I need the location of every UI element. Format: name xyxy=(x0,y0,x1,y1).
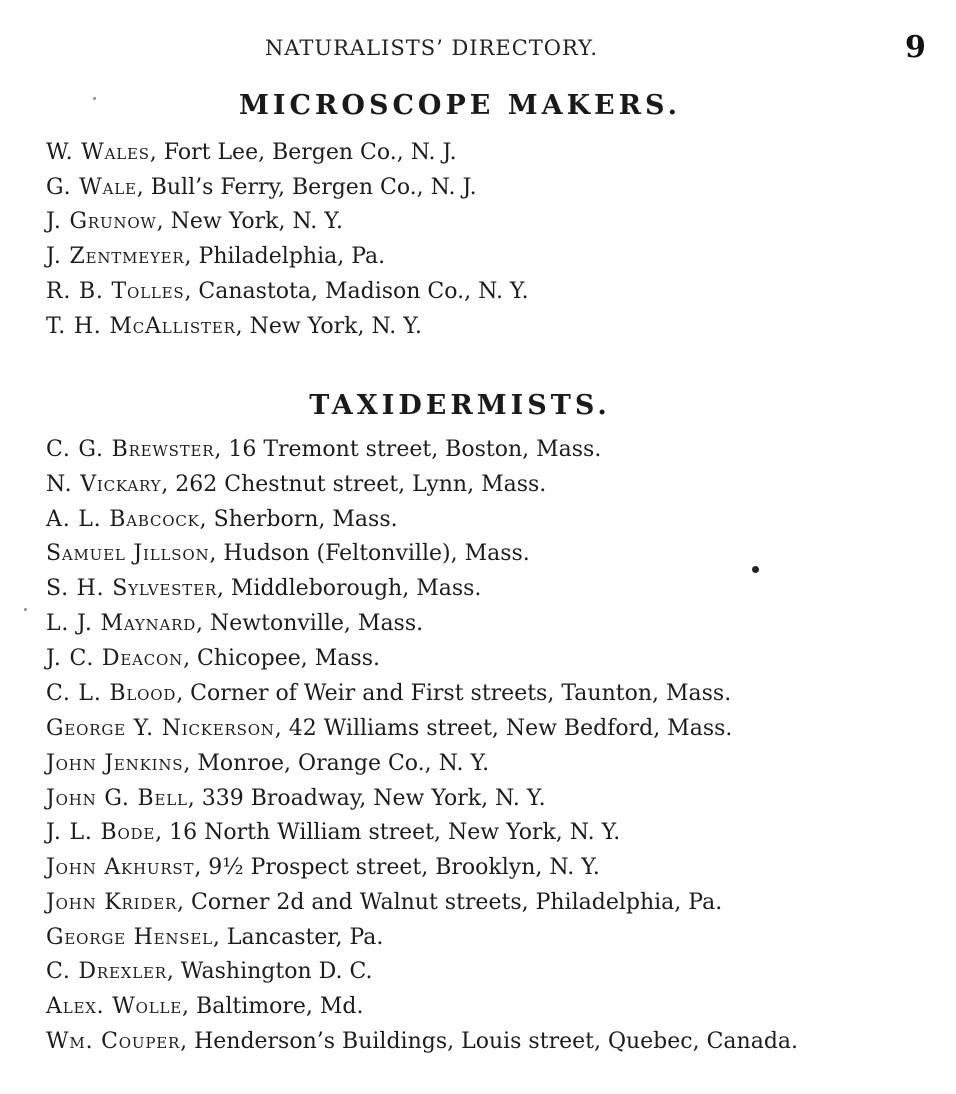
directory-entry xyxy=(46,539,926,569)
entry-address: , Bull’s Ferry, Bergen Co., N. J. xyxy=(136,175,477,200)
entry-name: John Jenkins xyxy=(46,751,184,776)
entry-address: , Lancaster, Pa. xyxy=(212,925,384,950)
directory-entry xyxy=(46,888,926,918)
entry-name: J. Grunow xyxy=(46,209,157,234)
entry-name: J. Zentmeyer xyxy=(46,244,185,269)
entry-address: , New York, N. Y. xyxy=(235,314,422,339)
section-heading-taxidermists: TAXIDERMISTS. xyxy=(309,390,611,421)
directory-entry xyxy=(46,784,926,814)
entry-address: , 16 North William street, New York, N. Y. xyxy=(155,820,621,845)
entry-address: , Newtonville, Mass. xyxy=(196,611,424,636)
entry-address: , Middleborough, Mass. xyxy=(216,576,482,601)
entry-address: , 262 Chestnut street, Lynn, Mass. xyxy=(161,472,547,497)
entry-name: J. C. Deacon xyxy=(46,646,184,671)
page-number: 9 xyxy=(905,30,926,65)
entry-name: George Y. Nickerson xyxy=(46,716,275,741)
entry-address: , Philadelphia, Pa. xyxy=(184,244,386,269)
entry-name: S. H. Sylvester xyxy=(46,576,217,601)
directory-entry xyxy=(46,957,926,987)
entry-name: John Krider xyxy=(46,890,178,915)
entry-address: , Sherborn, Mass. xyxy=(199,507,398,532)
directory-entry xyxy=(46,1027,926,1057)
entry-address: , Monroe, Orange Co., N. Y. xyxy=(183,751,490,776)
directory-entry xyxy=(46,714,926,744)
directory-entry xyxy=(46,923,926,953)
directory-entry xyxy=(46,853,926,883)
ink-speck xyxy=(752,566,759,573)
entry-name: Samuel Jillson xyxy=(46,541,210,566)
entry-address: , 339 Broadway, New York, N. Y. xyxy=(187,786,546,811)
entry-name: C. L. Blood xyxy=(46,681,177,706)
entry-name: A. L. Babcock xyxy=(46,507,200,532)
section-heading-microscope-makers: MICROSCOPE MAKERS. xyxy=(238,90,681,121)
entry-address: , Corner 2d and Walnut streets, Philadelphia, Pa. xyxy=(177,890,723,915)
entry-name: C. Drexler xyxy=(46,959,167,984)
running-title: NATURALISTS’ DIRECTORY. xyxy=(265,36,599,60)
entry-address: , Canastota, Madison Co., N. Y. xyxy=(184,279,529,304)
directory-entry xyxy=(46,435,926,465)
directory-entry xyxy=(46,609,926,639)
entry-name: T. H. McAllister xyxy=(46,314,236,339)
entry-name: John Akhurst xyxy=(46,855,195,880)
directory-entry xyxy=(46,679,926,709)
entry-name: C. G. Brewster xyxy=(46,437,215,462)
ink-speck xyxy=(93,97,96,100)
directory-entry xyxy=(46,644,926,674)
entry-name: John G. Bell xyxy=(46,786,188,811)
entry-address: , Hudson (Feltonville), Mass. xyxy=(209,541,530,566)
entry-name: Wm. Couper xyxy=(46,1029,181,1054)
entry-name: N. Vickary xyxy=(46,472,162,497)
entry-address: , Henderson’s Buildings, Louis street, Quebec, Canada. xyxy=(180,1029,799,1054)
directory-entry xyxy=(46,992,926,1022)
entry-name: R. B. Tolles xyxy=(46,279,185,304)
entry-address: , Washington D. C. xyxy=(166,959,373,984)
entry-name: Alex. Wolle xyxy=(46,994,183,1019)
directory-entry xyxy=(46,242,926,272)
entry-address: , Chicopee, Mass. xyxy=(183,646,380,671)
entry-name: W. Wales xyxy=(46,140,150,165)
entry-address: , 16 Tremont street, Boston, Mass. xyxy=(214,437,602,462)
directory-entry xyxy=(46,277,926,307)
ink-speck xyxy=(24,608,27,611)
entry-name: J. L. Bode xyxy=(46,820,156,845)
entry-address: , 9½ Prospect street, Brooklyn, N. Y. xyxy=(194,855,600,880)
entry-address: , Corner of Weir and First streets, Taunton, Mass. xyxy=(176,681,732,706)
entry-address: , 42 Williams street, New Bedford, Mass. xyxy=(274,716,733,741)
entry-address: , New York, N. Y. xyxy=(156,209,343,234)
entry-name: George Hensel xyxy=(46,925,213,950)
entry-name: G. Wale xyxy=(46,175,137,200)
directory-entry xyxy=(46,574,926,604)
directory-entry xyxy=(46,312,926,342)
entry-address: , Fort Lee, Bergen Co., N. J. xyxy=(149,140,457,165)
directory-entry xyxy=(46,207,926,237)
directory-entry xyxy=(46,470,926,500)
directory-entry xyxy=(46,749,926,779)
running-head xyxy=(0,30,956,70)
directory-entry xyxy=(46,818,926,848)
directory-entry xyxy=(46,173,926,203)
entry-name: L. J. Maynard xyxy=(46,611,197,636)
directory-entry xyxy=(46,138,926,168)
directory-entry xyxy=(46,505,926,535)
entry-address: , Baltimore, Md. xyxy=(182,994,364,1019)
